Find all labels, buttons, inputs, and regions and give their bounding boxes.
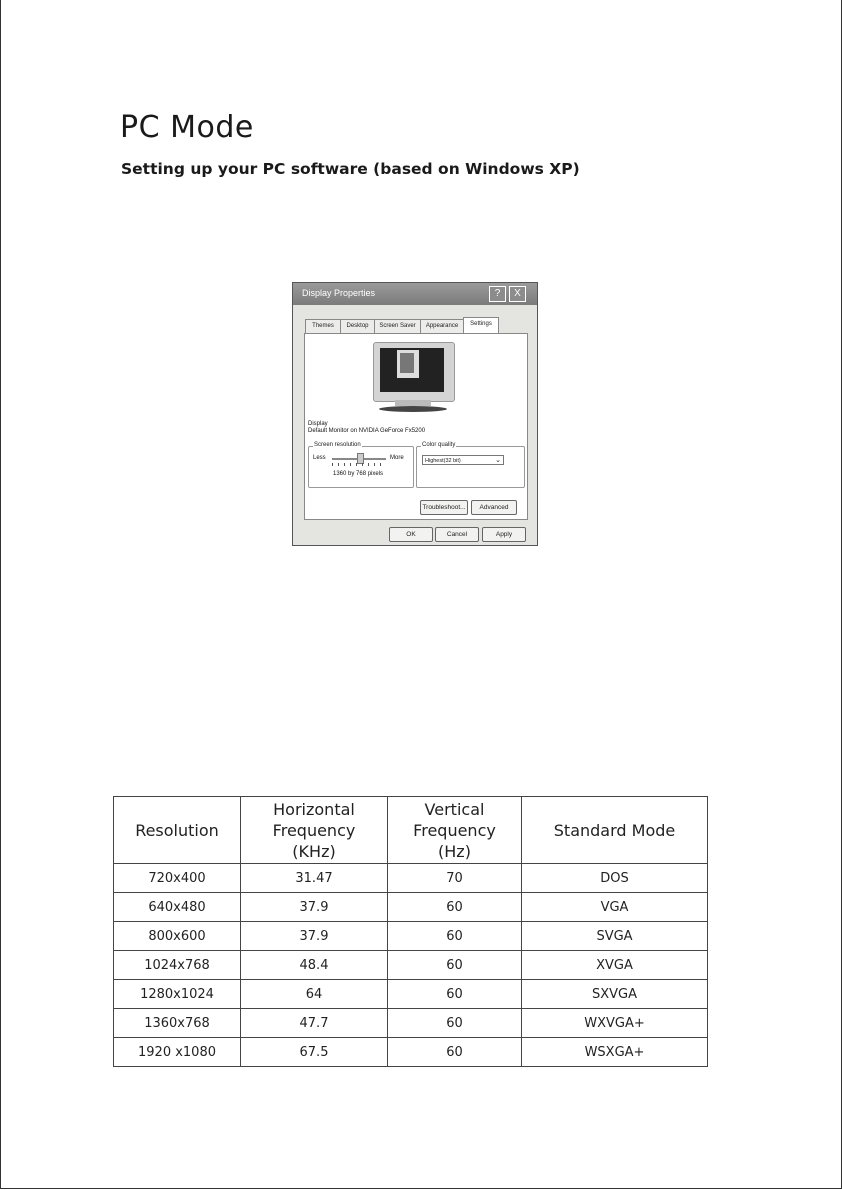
cell-horizontal: 47.7	[241, 1009, 388, 1038]
ok-button[interactable]: OK	[389, 527, 433, 542]
cell-resolution: 1024x768	[114, 951, 241, 980]
cell-horizontal: 67.5	[241, 1038, 388, 1067]
cell-vertical: 60	[388, 951, 522, 980]
header-vertical-frequency: Vertical Frequency (Hz)	[388, 797, 522, 864]
cell-vertical: 60	[388, 1038, 522, 1067]
header-horizontal-frequency: Horizontal Frequency (KHz)	[241, 797, 388, 864]
settings-panel	[304, 333, 528, 520]
color-quality-group	[416, 442, 525, 488]
advanced-button[interactable]: Advanced	[471, 500, 517, 515]
header-resolution: Resolution	[114, 797, 241, 864]
troubleshoot-button[interactable]: Troubleshoot...	[420, 500, 468, 515]
chevron-down-icon: ⌄	[495, 457, 501, 464]
cell-resolution: 640x480	[114, 893, 241, 922]
screen-resolution-label: Screen resolution	[314, 442, 361, 448]
cancel-button[interactable]: Cancel	[435, 527, 479, 542]
cell-mode: SXVGA	[522, 980, 708, 1009]
cell-resolution: 1360x768	[114, 1009, 241, 1038]
cell-horizontal: 48.4	[241, 951, 388, 980]
page-title: PC Mode	[120, 110, 254, 145]
monitor-icon	[373, 342, 453, 414]
table-row	[114, 980, 708, 1009]
cell-horizontal: 37.9	[241, 922, 388, 951]
cell-horizontal: 64	[241, 980, 388, 1009]
color-quality-label: Color quality	[422, 442, 456, 448]
slider-ticks	[332, 463, 386, 466]
resolution-value: 1360 by 768 pixels	[333, 471, 384, 477]
cell-vertical: 60	[388, 1009, 522, 1038]
tab-appearance[interactable]: Appearance	[420, 319, 464, 333]
table-header-row	[114, 797, 708, 864]
cell-mode: WSXGA+	[522, 1038, 708, 1067]
cell-mode: DOS	[522, 864, 708, 893]
dialog-title: Display Properties	[302, 288, 376, 298]
tab-desktop[interactable]: Desktop	[340, 319, 375, 333]
color-quality-select[interactable]	[422, 455, 504, 465]
table-row	[114, 951, 708, 980]
table-row	[114, 1038, 708, 1067]
cell-mode: SVGA	[522, 922, 708, 951]
cell-mode: VGA	[522, 893, 708, 922]
table-row	[114, 893, 708, 922]
cell-mode: XVGA	[522, 951, 708, 980]
close-button[interactable]: X	[509, 286, 526, 302]
cell-vertical: 70	[388, 864, 522, 893]
table-row	[114, 1009, 708, 1038]
cell-vertical: 60	[388, 893, 522, 922]
cell-vertical: 60	[388, 922, 522, 951]
cell-horizontal: 37.9	[241, 893, 388, 922]
tab-themes[interactable]: Themes	[305, 319, 341, 333]
dialog-titlebar	[293, 283, 537, 305]
color-quality-value: Highest(32 bit)	[425, 458, 461, 464]
resolution-table	[113, 796, 708, 1067]
cell-vertical: 60	[388, 980, 522, 1009]
display-properties-dialog	[292, 282, 538, 546]
cell-resolution: 1920 x1080	[114, 1038, 241, 1067]
cell-resolution: 800x600	[114, 922, 241, 951]
more-label: More	[390, 455, 404, 461]
tab-settings[interactable]: Settings	[463, 317, 499, 333]
page-subtitle: Setting up your PC software (based on Windows XP)	[121, 160, 580, 178]
tab-screen-saver[interactable]: Screen Saver	[374, 319, 421, 333]
cell-resolution: 720x400	[114, 864, 241, 893]
cell-horizontal: 31.47	[241, 864, 388, 893]
display-value: Default Monitor on NVIDIA GeForce Fx5200	[308, 428, 426, 434]
help-button[interactable]: ?	[489, 286, 506, 302]
apply-button[interactable]: Apply	[482, 527, 526, 542]
table-row	[114, 922, 708, 951]
display-label: Display	[308, 421, 328, 427]
table-row	[114, 864, 708, 893]
header-standard-mode: Standard Mode	[522, 797, 708, 864]
less-label: Less	[313, 455, 326, 461]
screen-resolution-group	[308, 442, 414, 488]
cell-mode: WXVGA+	[522, 1009, 708, 1038]
cell-resolution: 1280x1024	[114, 980, 241, 1009]
